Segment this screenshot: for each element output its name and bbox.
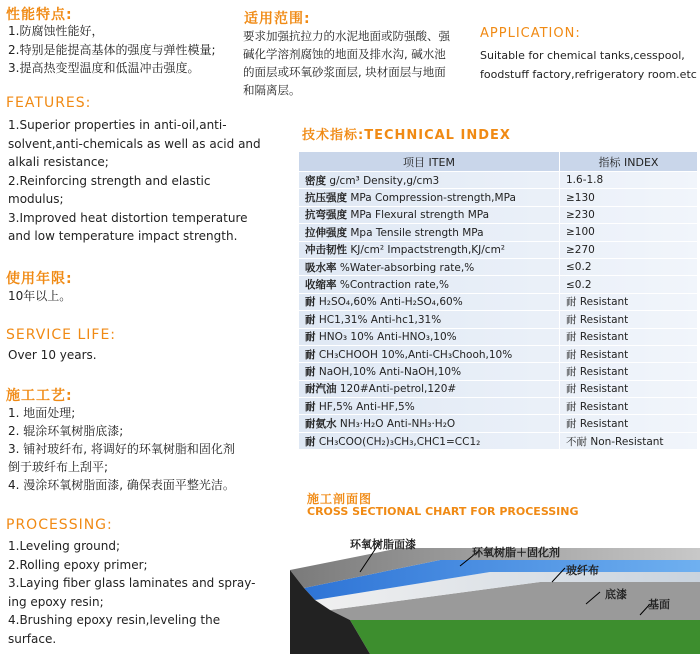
- features-en-title: FEATURES:: [6, 95, 92, 111]
- item-en: CH₃COO(CH₂)₃CH₃,CHC1=CC1₂: [318, 435, 481, 448]
- service-en-title: SERVICE LIFE:: [6, 327, 117, 343]
- table-cell-index: ≥100: [560, 224, 698, 241]
- list-item: 碱化学溶剂腐蚀的地面及排水沟, 碱水池: [243, 47, 446, 61]
- application-en-text: [480, 46, 697, 84]
- item-cn: 拉伸强度: [305, 226, 347, 239]
- list-item: 3.Laying fiber glass laminates and spray-: [8, 576, 256, 590]
- label-topcoat: 环氧树脂面漆: [350, 538, 416, 551]
- table-cell-index: 耐 Resistant: [560, 415, 698, 432]
- list-item: ing epoxy resin;: [8, 594, 104, 609]
- table-row: [299, 241, 698, 258]
- item-cn: 耐: [305, 400, 316, 413]
- table-row: [299, 363, 698, 380]
- table-cell-item: [299, 345, 560, 362]
- label-resin: 环氧树脂＋固化剂: [472, 546, 560, 559]
- table-cell-index: ≤0.2: [560, 258, 698, 275]
- list-item: 2.Reinforcing strength and elastic: [8, 173, 211, 188]
- table-row: [299, 276, 698, 293]
- item-en: HF,5% Anti-HF,5%: [318, 400, 415, 413]
- table-cell-index: 耐 Resistant: [560, 345, 698, 362]
- table-header-row: [299, 152, 698, 172]
- technical-index-title: 技术指标:TECHNICAL INDEX: [302, 128, 511, 143]
- item-en: HNO₃ 10% Anti-HNO₃,10%: [318, 331, 457, 344]
- list-item: solvent,anti-chemicals as well as acid and: [8, 136, 261, 151]
- item-en: NaOH,10% Anti-NaOH,10%: [318, 365, 462, 378]
- table-row: [299, 415, 698, 432]
- table-cell-index: 耐 Resistant: [560, 293, 698, 310]
- table-row: [299, 345, 698, 362]
- list-item: 1. 地面处理;: [8, 406, 76, 420]
- item-cn: 耐: [305, 365, 316, 378]
- label-base: 基面: [648, 598, 670, 611]
- list-item: Suitable for chemical tanks,cesspool,: [480, 49, 685, 62]
- list-item: 3.Improved heat distortion temperature: [8, 210, 248, 225]
- item-cn: 密度: [305, 174, 326, 187]
- label-primer: 底漆: [605, 588, 627, 601]
- table-cell-item: [299, 258, 560, 275]
- item-cn: 耐: [305, 313, 316, 326]
- item-en: g/cm³ Density,g/cm3: [329, 174, 440, 187]
- item-cn: 吸水率: [305, 261, 337, 274]
- label-fiberglass: 玻纤布: [566, 564, 599, 577]
- list-item: 3. 铺衬玻纤布, 将调好的环氧树脂和固化剂: [8, 442, 235, 456]
- process-en-title: PROCESSING:: [6, 517, 113, 533]
- process-cn-title: 施工工艺:: [6, 388, 73, 404]
- item-cn: 收缩率: [305, 279, 337, 292]
- table-cell-index: 耐 Resistant: [560, 328, 698, 345]
- item-en: 120#Anti-petrol,120#: [339, 383, 457, 396]
- table-cell-item: [299, 380, 560, 397]
- column-header-index: 指标 INDEX: [560, 152, 698, 172]
- table-row: [299, 293, 698, 310]
- item-en: Mpa Tensile strength MPa: [350, 226, 484, 239]
- application-cn-text: [243, 27, 450, 99]
- table-cell-item: [299, 172, 560, 189]
- cross-section-title-cn: 施工剖面图: [307, 492, 373, 506]
- item-en: MPa Flexural strength MPa: [350, 209, 490, 222]
- column-header-item: 项目 ITEM: [299, 152, 560, 172]
- item-cn: 冲击韧性: [305, 244, 347, 257]
- list-item: 3.提高热变型温度和低温冲击强度。: [8, 61, 200, 75]
- item-en: H₂SO₄,60% Anti-H₂SO₄,60%: [318, 296, 463, 309]
- table-row: [299, 206, 698, 223]
- list-item: surface.: [8, 631, 57, 646]
- list-item: 4.Brushing epoxy resin,leveling the: [8, 613, 221, 627]
- table-cell-item: [299, 276, 560, 293]
- table-cell-item: [299, 311, 560, 328]
- features-cn-title: 性能特点:: [6, 7, 73, 23]
- item-cn: 耐: [305, 348, 316, 361]
- table-cell-index: 耐 Resistant: [560, 363, 698, 380]
- item-en: CH₃CHOOH 10%,Anti-CH₃Chooh,10%: [318, 348, 513, 361]
- table-cell-item: [299, 241, 560, 258]
- list-item: modulus;: [8, 192, 64, 206]
- item-cn: 抗弯强度: [305, 209, 347, 222]
- table-row: [299, 189, 698, 206]
- table-cell-item: [299, 363, 560, 380]
- table-cell-item: [299, 189, 560, 206]
- item-cn: 耐: [305, 331, 316, 344]
- table-row: [299, 328, 698, 345]
- item-en: HC1,31% Anti-hc1,31%: [318, 313, 442, 326]
- list-item: 和隔离层。: [243, 83, 301, 97]
- table-row: [299, 224, 698, 241]
- table-cell-index: ≥230: [560, 206, 698, 223]
- application-cn-title: 适用范围:: [244, 11, 311, 27]
- table-cell-item: [299, 415, 560, 432]
- table-row: [299, 380, 698, 397]
- list-item: 2.Rolling epoxy primer;: [8, 557, 148, 572]
- table-cell-index: 不耐 Non-Resistant: [560, 432, 698, 449]
- item-cn: 耐: [305, 296, 316, 309]
- table-cell-index: ≥130: [560, 189, 698, 206]
- table-cell-item: [299, 398, 560, 415]
- list-item: 要求加强抗拉力的水泥地面或防强酸、强: [243, 29, 450, 43]
- list-item: alkali resistance;: [8, 155, 109, 169]
- item-cn: 耐汽油: [305, 383, 337, 396]
- list-item: 倒于玻纤布上刮平;: [8, 460, 109, 474]
- features-cn-list: [8, 22, 216, 78]
- list-item: foodstuff factory,refrigeratory room.etc: [480, 68, 697, 81]
- list-item: 4. 漫涂环氧树脂面漆, 确保表面平整光洁。: [8, 478, 235, 492]
- table-cell-item: [299, 293, 560, 310]
- item-en: %Water-absorbing rate,%: [339, 261, 475, 274]
- item-en: NH₃·H₂O Anti-NH₃·H₂O: [339, 418, 456, 431]
- item-cn: 抗压强度: [305, 192, 347, 205]
- list-item: 2.特别是能提高基体的强度与弹性模量;: [8, 42, 216, 57]
- base-layer: [350, 620, 700, 654]
- table-row: [299, 432, 698, 449]
- table-cell-item: [299, 432, 560, 449]
- item-en: MPa Compression-strength,MPa: [350, 192, 516, 205]
- features-en-list: [8, 116, 261, 246]
- list-item: 1.Superior properties in anti-oil,anti-: [8, 118, 227, 132]
- table-cell-index: 1.6-1.8: [560, 172, 698, 189]
- table-cell-item: [299, 328, 560, 345]
- technical-index-table: [298, 151, 698, 450]
- item-cn: 耐: [305, 435, 316, 448]
- table-cell-index: 耐 Resistant: [560, 398, 698, 415]
- service-cn-title: 使用年限:: [6, 271, 73, 287]
- table-row: [299, 311, 698, 328]
- list-item: 1.防腐蚀性能好，: [8, 24, 104, 38]
- table-cell-index: ≤0.2: [560, 276, 698, 293]
- table-cell-item: [299, 224, 560, 241]
- service-cn-text: 10年以上。: [8, 289, 72, 303]
- item-en: %Contraction rate,%: [339, 279, 449, 292]
- list-item: 1.Leveling ground;: [8, 539, 120, 553]
- list-item: 的面层或环氧砂浆面层, 块材面层与地面: [243, 65, 446, 79]
- list-item: 2. 辊涂环氧树脂底漆;: [8, 424, 124, 438]
- table-row: [299, 398, 698, 415]
- list-item: and low temperature impact strength.: [8, 229, 238, 243]
- process-cn-list: [8, 404, 235, 494]
- process-en-list: [8, 537, 255, 648]
- table-cell-index: 耐 Resistant: [560, 311, 698, 328]
- item-en: KJ/cm² Impactstrength,KJ/cm²: [350, 244, 506, 257]
- service-en-text: Over 10 years.: [8, 348, 97, 362]
- table-row: [299, 258, 698, 275]
- cross-section-title-en: CROSS SECTIONAL CHART FOR PROCESSING: [307, 505, 579, 518]
- table-cell-index: 耐 Resistant: [560, 380, 698, 397]
- table-cell-index: ≥270: [560, 241, 698, 258]
- table-cell-item: [299, 206, 560, 223]
- item-cn: 耐氨水: [305, 418, 337, 431]
- table-row: [299, 172, 698, 189]
- application-en-title: APPLICATION:: [480, 26, 581, 41]
